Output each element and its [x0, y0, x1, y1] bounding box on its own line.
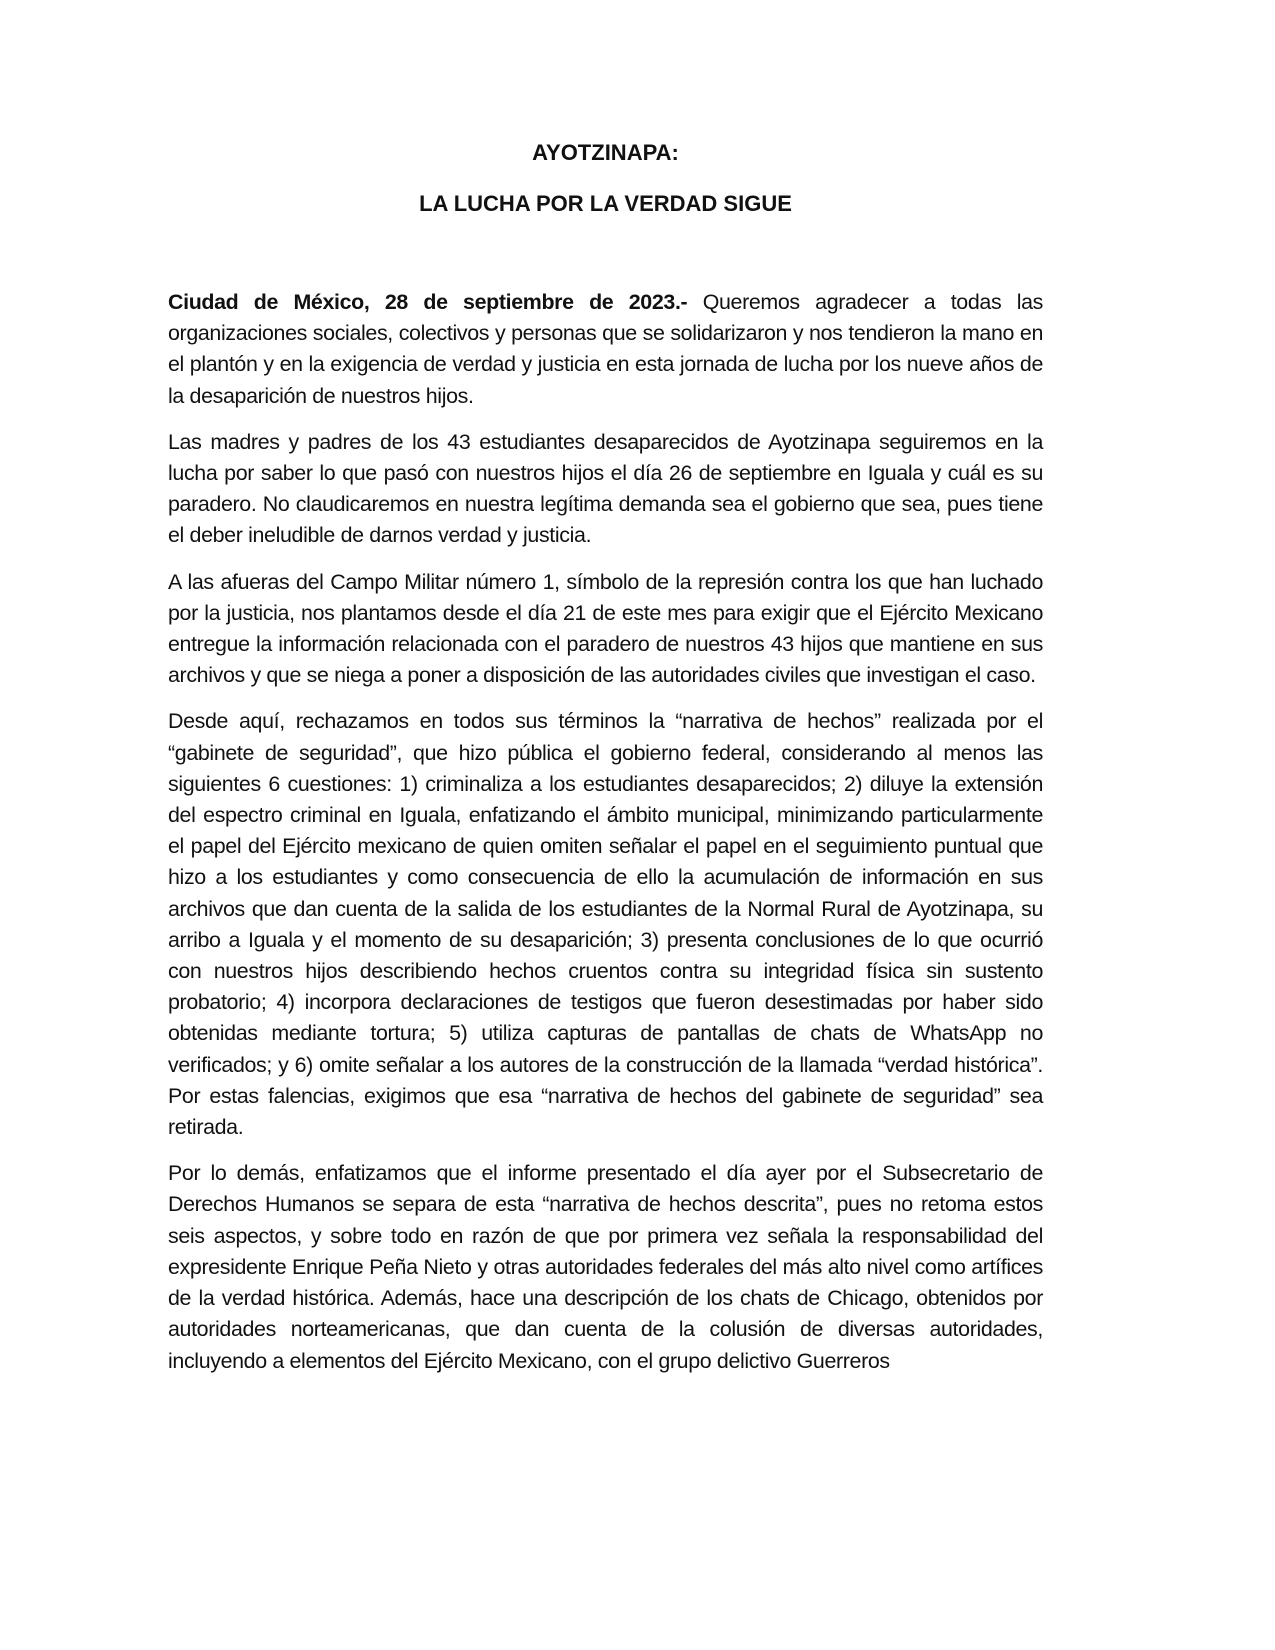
paragraph-4: Desde aquí, rechazamos en todos sus términos la “narrativa de hechos” realizada por el “gabinete de seguridad”, que hizo pública el gobierno federal, considerando al menos las siguientes 6 cuestiones: 1) criminaliza a los estudiantes desaparecidos; 2) diluye la extensión del espectro criminal en Iguala, enfatizando el ámbito municipal, minimizando particularmente el papel del Ejército mexicano de quien omiten señalar el papel en el seguimiento puntual que hizo a los estudiantes y como consecuencia de ello la acumulación de información en sus archivos que dan cuenta de la salida de los estudiantes de la Normal Rural de Ayotzinapa, su arribo a Iguala y el momento de su desaparición; 3) presenta conclusiones de lo que ocurrió con nuestros hijos describiendo hechos cruentos contra su integridad física sin sustento probatorio; 4) incorpora declaraciones de testigos que fueron desestimadas por haber sido obtenidas mediante tortura; 5) utiliza capturas de pantallas de chats de WhatsApp no verificados; y 6) omite señalar a los autores de la construcción de la llamada “verdad histórica”. Por estas falencias, exigimos que esa “narrativa de hechos del gabinete de seguridad” sea retirada.	[168, 709, 1043, 1140]
document-subtitle: LA LUCHA POR LA VERDAD SIGUE	[419, 191, 792, 216]
paragraph-3: A las afueras del Campo Militar número 1, símbolo de la represión contra los que han luchado por la justicia, nos plantamos desde el día 21 de este mes para exigir que el Ejército Mexicano entregue la información relacionada con el paradero de nuestros 43 hijos que mantiene en sus archivos y que se niega a poner a disposición de las autoridades civiles que investigan el caso.	[168, 569, 1043, 688]
document-title: AYOTZINAPA:	[532, 140, 679, 165]
dateline: Ciudad de México, 28 de septiembre de 2023.-	[168, 290, 688, 314]
paragraph-2: Las madres y padres de los 43 estudiantes desaparecidos de Ayotzinapa seguiremos en la lucha por saber lo que pasó con nuestros hijos el día 26 de septiembre en Iguala y cuál es su paradero. No claudicaremos en nuestra legítima demanda sea el gobierno que sea, pues tiene el deber ineludible de darnos verdad y justicia.	[168, 429, 1043, 548]
paragraph-1	[168, 287, 1043, 412]
document-page	[168, 140, 1043, 1392]
paragraph-1-text: Queremos agradecer a todas las organizaciones sociales, colectivos y personas que se solidarizaron y nos tendieron la mano en el plantón y en la exigencia de verdad y justicia en esta jornada de lucha por los nueve años de la desaparición de nuestros hijos.	[168, 290, 1043, 408]
paragraph-5: Por lo demás, enfatizamos que el informe presentado el día ayer por el Subsecretario de Derechos Humanos se separa de esta “narrativa de hechos descrita”, pues no retoma estos seis aspectos, y sobre todo en razón de que por primera vez señala la responsabilidad del expresidente Enrique Peña Nieto y otras autoridades federales del más alto nivel como artífices de la verdad histórica. Además, hace una descripción de los chats de Chicago, obtenidos por autoridades norteamericanas, que dan cuenta de la colusión de diversas autoridades, incluyendo a elementos del Ejército Mexicano, con el grupo delictivo Guerreros	[168, 1161, 1043, 1373]
